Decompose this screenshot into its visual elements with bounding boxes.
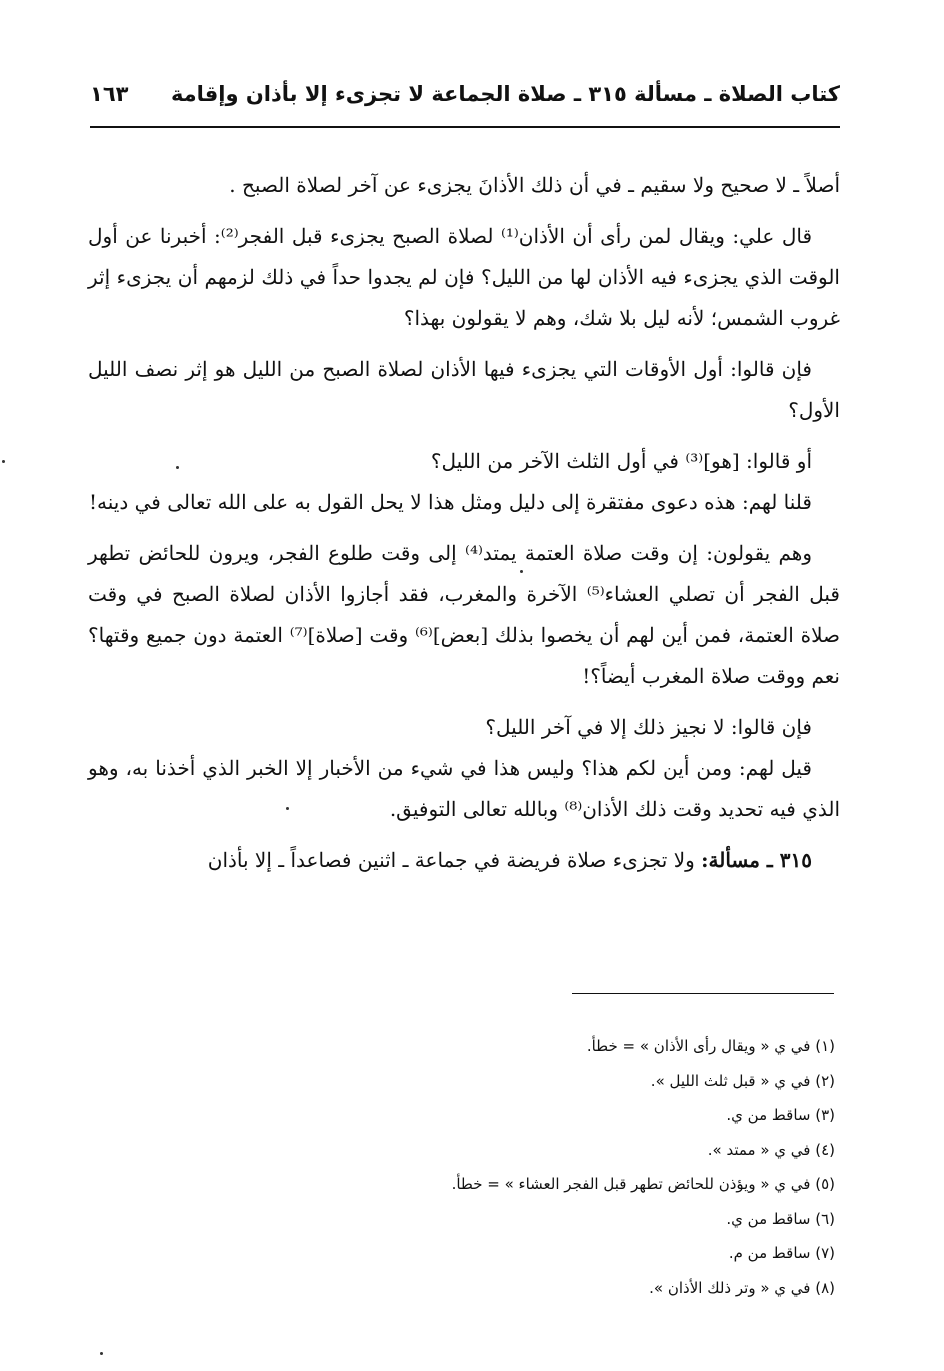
page-header bbox=[90, 82, 840, 122]
footnote: (٥) في ي « ويؤذن للحائض تطهر قبل الفجر العشاء » = خطأ. bbox=[451, 1175, 835, 1193]
main-text bbox=[88, 165, 840, 881]
footnote: (٨) في ي « وتر ذلك الأذان ». bbox=[649, 1278, 835, 1297]
footnotes bbox=[300, 1029, 835, 1305]
paragraph: أو قالوا: [هو]⁽³⁾ في أول الثلث الآخر من الليل؟ bbox=[430, 449, 812, 473]
paragraph: فإن قالوا: أول الأوقات التي يجزىء فيها الأذان لصلاة الصبح من الليل هو إثر نصف الليل الأول؟ bbox=[88, 357, 840, 422]
paragraph: قيل لهم: ومن أين لكم هذا؟ وليس هذا في شيء من الأخبار إلا الخبر الذي أخذنا به، وهو الذي فيه تحديد وقت ذلك الأذان⁽⁸⁾ وبالله تعالى التوفيق. bbox=[88, 756, 840, 821]
scan-speck bbox=[2, 460, 5, 463]
paragraph: قال علي: ويقال لمن رأى أن الأذان⁽¹⁾ لصلاة الصبح يجزىء قبل الفجر⁽²⁾: أخبرنا عن أول الوقت الذي يجزىء فيه الأذان لها من الليل؟ فإن لم يجدوا حداً في ذلك لزمهم أن يجزىء إثر غروب الشمس؛ لأنه ليل بلا شك، وهم لا يقولون بهذا؟ bbox=[88, 224, 840, 330]
page-number: ١٦٣ bbox=[90, 82, 129, 106]
footnote-rule bbox=[572, 993, 834, 994]
footnote: (٦) ساقط من ي. bbox=[726, 1209, 835, 1228]
masala-text: ولا تجزىء صلاة فريضة في جماعة ـ اثنين فصاعداً ـ إلا بأذان bbox=[207, 848, 702, 872]
masala-heading bbox=[88, 840, 840, 881]
footnote: (٣) ساقط من ي. bbox=[726, 1106, 835, 1124]
scan-speck bbox=[100, 1352, 103, 1355]
masala-number: ٣١٥ ـ مسألة: bbox=[701, 848, 812, 872]
running-head: كتاب الصلاة ـ مسألة ٣١٥ ـ صلاة الجماعة لا تجزىء إلا بأذان وإقامة bbox=[170, 82, 840, 106]
scan-speck bbox=[176, 466, 179, 469]
footnote: (٢) في ي « قبل ثلث الليل ». bbox=[650, 1071, 835, 1090]
paragraph: وهم يقولون: إن وقت صلاة العتمة يمتد⁽⁴⁾ إلى وقت طلوع الفجر، ويرون للحائض تطهر قبل الفجر أن تصلي العشاء⁽⁵⁾ الآخرة والمغرب، فقد أجازوا الأذان لصلاة الصبح في وقت صلاة العتمة، فمن أين لهم أن يخصوا بذلك [بعض]⁽⁶⁾ وقت [صلاة]⁽⁷⁾ العتمة دون جميع وقتها؟ نعم ووقت صلاة المغرب أيضاً؟! bbox=[88, 541, 840, 688]
header-rule bbox=[90, 126, 840, 128]
scan-speck bbox=[520, 570, 523, 573]
paragraph: أصلاً ـ لا صحيح ولا سقيم ـ في أن ذلك الأذانَ يجزىء عن آخر لصلاة الصبح . bbox=[229, 173, 840, 197]
footnote: (٧) ساقط من م. bbox=[728, 1244, 835, 1262]
paragraph: فإن قالوا: لا نجيز ذلك إلا في آخر الليل؟ bbox=[485, 715, 812, 739]
paragraph: قلنا لهم: هذه دعوى مفتقرة إلى دليل ومثل هذا لا يحل القول به على الله تعالى في دينه! bbox=[89, 490, 812, 514]
footnote: (١) في ي « ويقال رأى الأذان » = خطأ. bbox=[586, 1037, 835, 1055]
footnote: (٤) في ي « ممتد ». bbox=[707, 1140, 835, 1159]
scan-speck bbox=[286, 807, 289, 810]
